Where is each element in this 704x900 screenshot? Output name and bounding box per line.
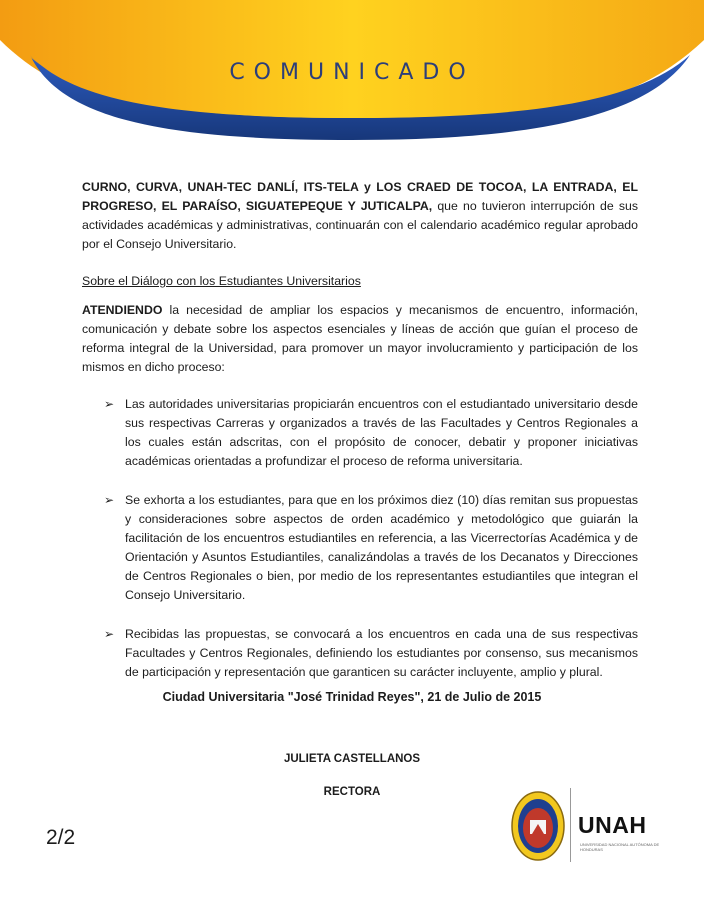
paragraph-text: que no tuvieron interrupción de sus actividades académicas y administrativas, continuarán con el calendario académico regular aprobado por el Consejo Universitario. [82,199,639,251]
paragraph-regional-centers [82,178,638,254]
list-item-text: Las autoridades universitarias propiciarán encuentros con el estudiantado universitario desde sus respectivas Carreras y organizados a través de las Facultades y Centros Regionales a los cuales están adscritas, con el propósito de conocer, debatir y proponer iniciativas académicas orientadas a profundizar el proceso de reforma universitaria. [125,397,638,468]
place-date: Ciudad Universitaria "José Trinidad Reyes", 21 de Julio de 2015 [162,690,542,704]
list-item-text: Se exhorta a los estudiantes, para que en los próximos diez (10) días remitan sus propuestas y consideraciones sobre aspectos de orden académico y metodológico que guiarán la facilitación de los encuentros estudiantiles en referencia, a las Vicerrectorías Académica y de Orientación y Asuntos Estudiantiles, canalizándolas a través de los Decanatos y Direcciones de Centros Regionales o bien, por medio de los representantes estudiantiles que integran el Consejo Universitario. [125,493,638,602]
page-title: COMUNICADO [229,60,475,85]
section-heading: Sobre el Diálogo con los Estudiantes Universitarios [82,274,361,288]
regional-centers-list: CURNO, CURVA, UNAH-TEC DANLÍ, ITS-TELA y LOS CRAED DE TOCOA, LA ENTRADA, EL PROGRESO, EL PARAÍSO, SIGUATEPEQUE Y JUTICALPA, [82,180,638,213]
paragraph-atendiendo [82,301,638,377]
logo-divider [570,788,571,862]
atendiendo-keyword: ATENDIENDO [82,303,163,317]
page-number: 2/2 [46,826,76,849]
arrow-bullet-icon: ➢ [104,493,115,507]
document-body [82,178,638,702]
list-item-text: Recibidas las propuestas, se convocará a los encuentros en cada una de sus respectivas Facultades y Centros Regionales, definiendo los estudiantes por consenso, sus mecanismos de participación y representación que garanticen su carácter incluyente, amplio y plural. [125,627,638,679]
header-banner [0,0,704,150]
list-item [82,625,638,682]
list-item [82,395,638,471]
unah-logo: UNAH [578,812,647,838]
bullet-list [82,395,638,682]
list-item [82,491,638,605]
arrow-bullet-icon: ➢ [104,397,115,411]
paragraph-text: la necesidad de ampliar los espacios y mecanismos de encuentro, información, comunicación y debate sobre los aspectos esenciales y líneas de acción que guían el proceso de reforma integral de la Universidad, para promover un mayor involucramiento y participación de los mismos en dicho proceso: [82,303,638,374]
signatory-name: JULIETA CASTELLANOS [283,753,421,765]
signatory-role: RECTORA [323,786,381,798]
arrow-bullet-icon: ➢ [104,627,115,641]
university-seal-icon [510,790,566,862]
unah-logo-subtext: UNIVERSIDAD NACIONAL AUTÓNOMA DE HONDURAS [580,842,660,852]
